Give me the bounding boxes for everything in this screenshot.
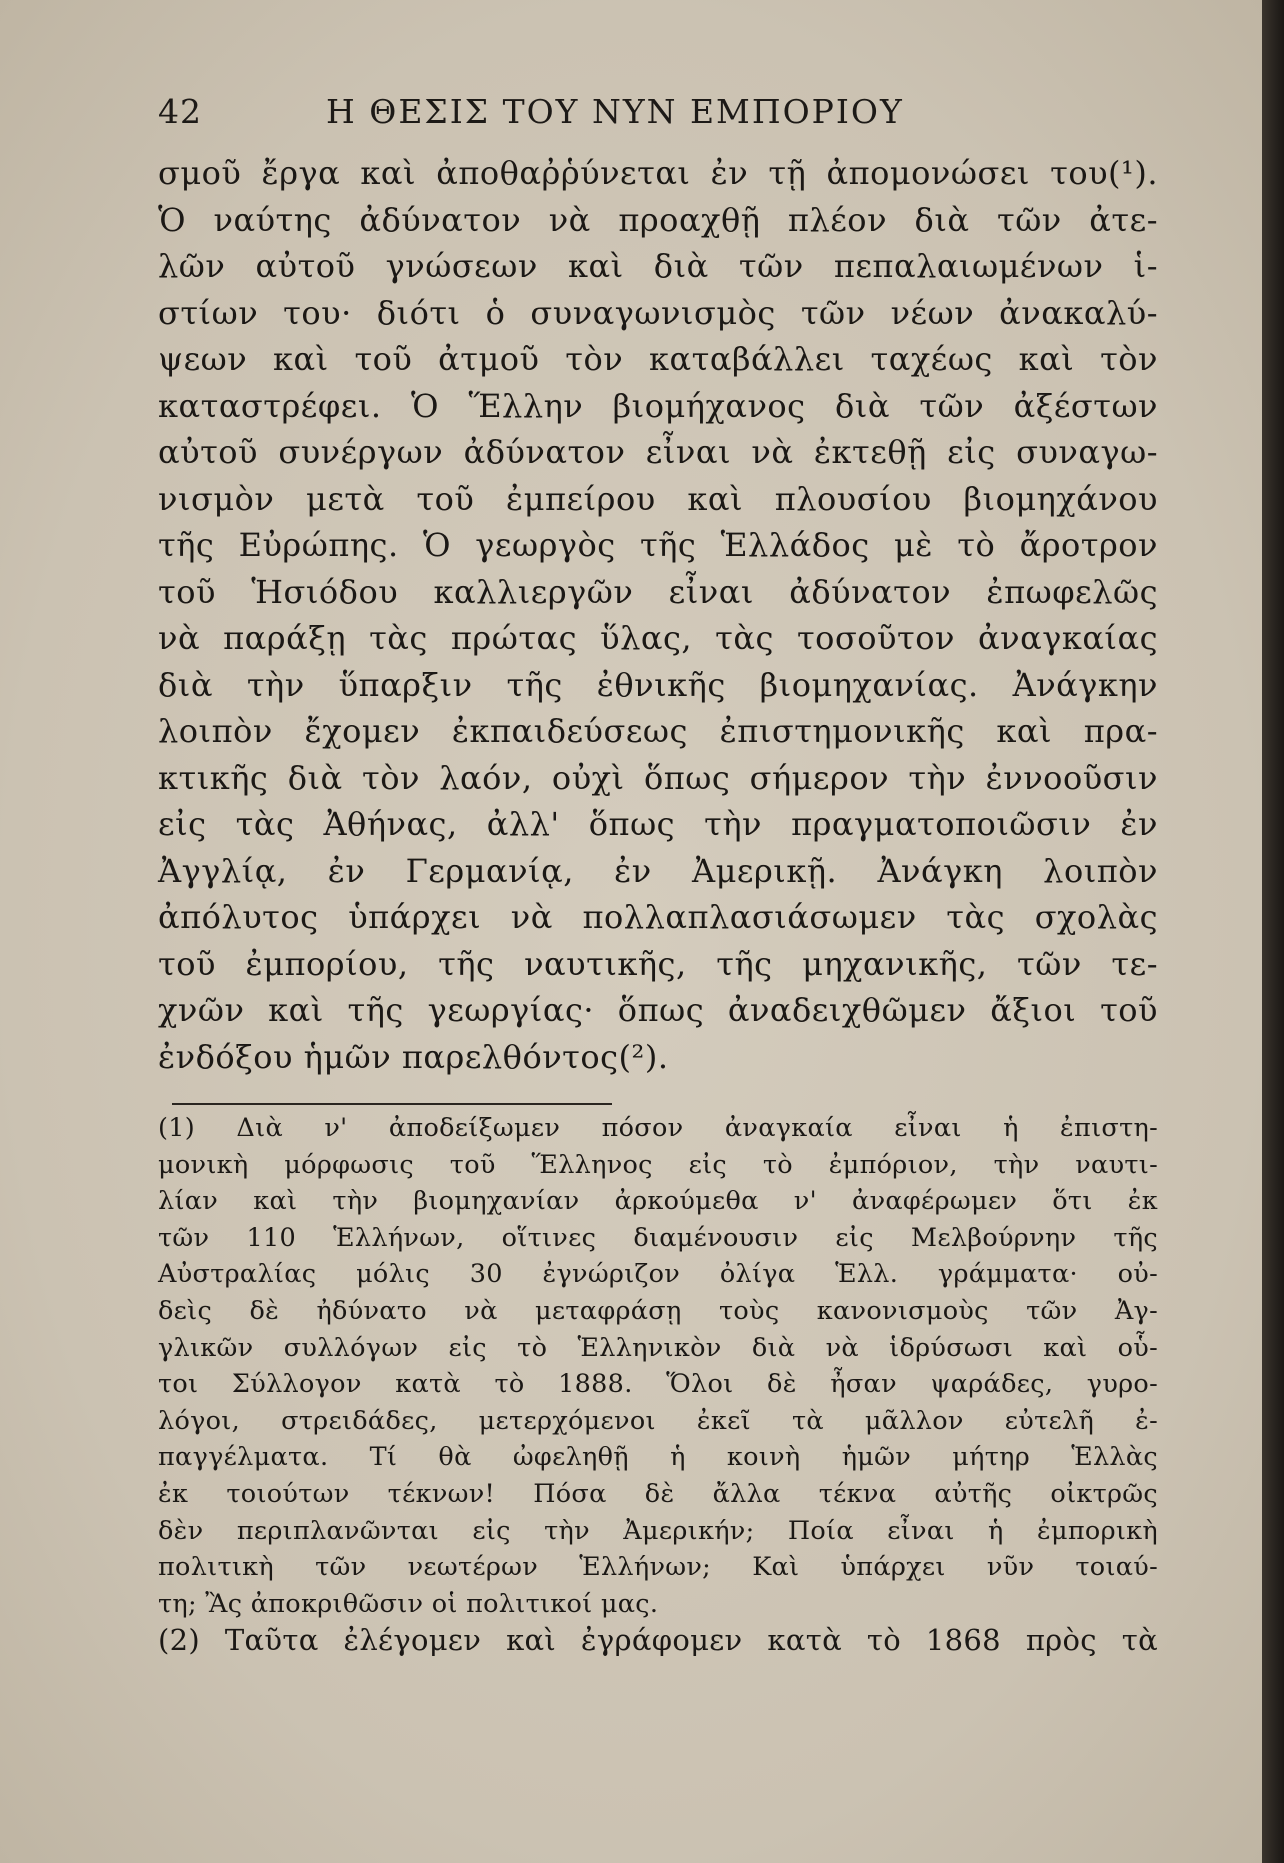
body-line: καταστρέφει. Ὁ Ἕλλην βιομήχανος διὰ τῶν ἀξέστων bbox=[158, 386, 1158, 425]
body-line: Ὁ ναύτης ἀδύνατον νὰ προαχθῇ πλέον διὰ τῶν ἀτε- bbox=[158, 200, 1158, 239]
body-line: εἰς τὰς Ἀθήνας, ἀλλ' ὅπως τὴν πραγματοποιῶσιν ἐν bbox=[158, 805, 1158, 843]
footnote-line: δεὶς δὲ ἠδύνατο νὰ μεταφράσῃ τοὺς κανονισμοὺς τῶν Ἀγ- bbox=[158, 1295, 1158, 1326]
footnote-line: ἐκ τοιούτων τέκνων! Πόσα δὲ ἄλλα τέκνα αὐτῆς οἰκτρῶς bbox=[158, 1478, 1158, 1509]
footnote-line: μονικὴ μόρφωσις τοῦ Ἕλληνος εἰς τὸ ἐμπόριον, τὴν ναυτι- bbox=[158, 1149, 1158, 1180]
running-head: Η ΘΕΣΙΣ ΤΟΥ ΝΥΝ ΕΜΠΟΡΙΟΥ bbox=[326, 92, 904, 131]
footnote-line: τοι Σύλλογον κατὰ τὸ 1888. Ὅλοι δὲ ἦσαν ψαράδες, γυρο- bbox=[158, 1369, 1158, 1400]
body-line: νὰ παράξῃ τὰς πρώτας ὕλας, τὰς τοσοῦτον ἀναγκαίας bbox=[158, 619, 1158, 657]
footnote-line: δὲν περιπλανῶνται εἰς τὴν Ἀμερικήν; Ποία εἶναι ἡ ἐμπορικὴ bbox=[158, 1515, 1158, 1546]
body-line: λοιπὸν ἔχομεν ἐκπαιδεύσεως ἐπιστημονικῆς καὶ πρα- bbox=[158, 712, 1158, 750]
body-line: χνῶν καὶ τῆς γεωργίας· ὅπως ἀναδειχθῶμεν ἄξιοι τοῦ bbox=[158, 991, 1158, 1029]
body-line: τῆς Εὐρώπης. Ὁ γεωργὸς τῆς Ἑλλάδος μὲ τὸ ἄροτρον bbox=[158, 526, 1158, 564]
body-line: σμοῦ ἔργα καὶ ἀποθαῤῥύνεται ἐν τῇ ἀπομονώσει του(¹). bbox=[158, 154, 1158, 192]
footnote-line: γλικῶν συλλόγων εἰς τὸ Ἑλληνικὸν διὰ νὰ ἱδρύσωσι καὶ οὗ- bbox=[158, 1332, 1158, 1363]
body-line: λῶν αὐτοῦ γνώσεων καὶ διὰ τῶν πεπαλαιωμένων ἱ- bbox=[158, 247, 1158, 285]
footnote-line: πολιτικὴ τῶν νεωτέρων Ἑλλήνων; Καὶ ὑπάρχει νῦν τοιαύ- bbox=[158, 1552, 1158, 1583]
body-line: διὰ τὴν ὕπαρξιν τῆς ἐθνικῆς βιομηχανίας. Ἀνάγκην bbox=[158, 665, 1158, 704]
footnote-line: λίαν καὶ τὴν βιομηχανίαν ἀρκούμεθα ν' ἀναφέρωμεν ὅτι ἐκ bbox=[158, 1186, 1158, 1217]
page-number: 42 bbox=[158, 92, 202, 131]
body-line: αὐτοῦ συνέργων ἀδύνατον εἶναι νὰ ἐκτεθῇ εἰς συναγω- bbox=[158, 433, 1158, 471]
book-spine-shadow bbox=[1262, 0, 1284, 1863]
body-text bbox=[158, 150, 1158, 1080]
page-header bbox=[158, 92, 1158, 140]
body-line: ψεων καὶ τοῦ ἀτμοῦ τὸν καταβάλλει ταχέως καὶ τὸν bbox=[158, 340, 1158, 378]
body-line: τοῦ Ἡσιόδου καλλιεργῶν εἶναι ἀδύνατον ἐπωφελῶς bbox=[158, 572, 1158, 611]
footnote-line: λόγοι, στρειδάδες, μετερχόμενοι ἐκεῖ τὰ μᾶλλον εὐτελῆ ἐ- bbox=[158, 1405, 1158, 1436]
footnote-line: παγγέλματα. Τί θὰ ὠφεληθῇ ἡ κοινὴ ἡμῶν μήτηρ Ἑλλὰς bbox=[158, 1442, 1158, 1473]
footnote-line: τη; Ἂς ἀποκριθῶσιν οἱ πολιτικοί μας. bbox=[158, 1588, 659, 1619]
footnote-line: (1) Διὰ ν' ἀποδείξωμεν πόσον ἀναγκαία εἶναι ἡ ἐπιστη- bbox=[158, 1113, 1158, 1143]
body-line: Ἀγγλίᾳ, ἐν Γερμανίᾳ, ἐν Ἀμερικῇ. Ἀνάγκη λοιπὸν bbox=[158, 851, 1158, 890]
footnotes bbox=[158, 1110, 1158, 1659]
footnote-rule bbox=[172, 1103, 612, 1105]
body-line: κτικῆς διὰ τὸν λαόν, οὐχὶ ὅπως σήμερον τὴν ἐννοοῦσιν bbox=[158, 758, 1158, 797]
body-line: ἐνδόξου ἡμῶν παρελθόντος(²). bbox=[158, 1037, 669, 1076]
body-line: νισμὸν μετὰ τοῦ ἐμπείρου καὶ πλουσίου βιομηχάνου bbox=[158, 479, 1158, 518]
body-line: ἀπόλυτος ὑπάρχει νὰ πολλαπλασιάσωμεν τὰς σχολὰς bbox=[158, 898, 1158, 936]
footnote-line: Αὐστραλίας μόλις 30 ἐγνώριζον ὀλίγα Ἑλλ. γράμματα· οὐ- bbox=[158, 1259, 1158, 1290]
footnote-line: τῶν 110 Ἑλλήνων, οἵτινες διαμένουσιν εἰς Μελβούρνην τῆς bbox=[158, 1222, 1158, 1253]
body-line: στίων του· διότι ὁ συναγωνισμὸς τῶν νέων ἀνακαλύ- bbox=[158, 293, 1158, 332]
footnote-line: (2) Ταῦτα ἐλέγομεν καὶ ἐγράφομεν κατὰ τὸ 1868 πρὸς τὰ bbox=[158, 1623, 1158, 1658]
body-line: τοῦ ἐμπορίου, τῆς ναυτικῆς, τῆς μηχανικῆς, τῶν τε- bbox=[158, 944, 1158, 983]
